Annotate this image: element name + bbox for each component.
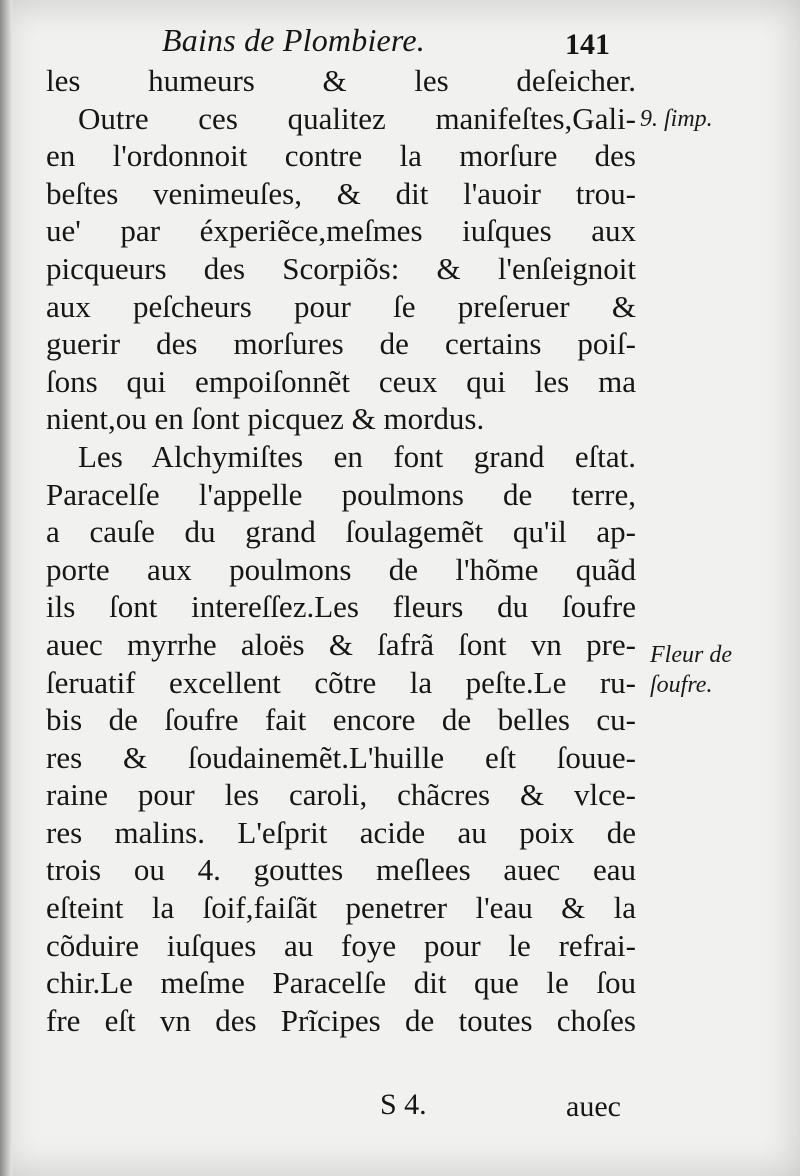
- text-line: en l'ordonnoit contre la morſure des: [46, 138, 636, 174]
- text-line: Les Alchymiſtes en font grand eſtat.: [78, 438, 636, 474]
- text-line: trois ou 4. gouttes meſlees auec eau: [46, 852, 636, 888]
- text-line: a cauſe du grand ſoulagemẽt qu'il ap-: [46, 514, 636, 550]
- text-line: eſteint la ſoif,faiſãt penetrer l'eau & la: [46, 890, 636, 926]
- catchword: auec: [566, 1090, 621, 1123]
- signature-mark: S 4.: [380, 1088, 427, 1121]
- text-line: aux peſcheurs pour ſe preſeruer &: [46, 288, 636, 324]
- page-gutter: [0, 0, 12, 1176]
- body-text: [46, 62, 636, 1039]
- text-line: chir.Le meſme Paracelſe dit que le ſou: [46, 965, 636, 1001]
- text-line: ils ſont intereſſez.Les fleurs du ſoufre: [46, 589, 636, 625]
- text-line: guerir des morſures de certains poiſ-: [46, 326, 636, 362]
- margin-note-simp: 9. ſimp.: [640, 106, 713, 132]
- page-number: 141: [565, 28, 610, 61]
- text-line: ue' par éxperiẽce,meſmes iuſques aux: [46, 213, 636, 249]
- text-line: res & ſoudainemẽt.L'huille eſt ſouue-: [46, 739, 636, 775]
- text-line: bis de ſoufre fait encore de belles cu-: [46, 702, 636, 738]
- running-head: Bains de Plombiere.: [162, 22, 426, 58]
- text-line: ſons qui empoiſonnẽt ceux qui les ma: [46, 363, 636, 399]
- text-line: porte aux poulmons de l'hõme quãd: [46, 551, 636, 587]
- text-line: fre eſt vn des Prĩcipes de toutes choſes: [46, 1002, 636, 1038]
- text-line: raine pour les caroli, chãcres & vlce-: [46, 777, 636, 813]
- text-line: Outre ces qualitez manifeſtes,Gali-: [78, 100, 636, 136]
- text-line: nient,ou en ſont picquez & mordus.: [46, 401, 485, 437]
- text-line: picqueurs des Scorpiõs: & l'enſeignoit: [46, 250, 636, 286]
- text-line: cõduire iuſques au foye pour le refrai-: [46, 927, 636, 963]
- text-line: auec myrrhe aloës & ſafrã ſont vn pre-: [46, 626, 636, 662]
- text-line: beſtes venimeuſes, & dit l'auoir trou-: [46, 175, 636, 211]
- text-line: res malins. L'eſprit acide au poix de: [46, 814, 636, 850]
- text-line: ſeruatif excellent cõtre la peſte.Le ru-: [46, 664, 636, 700]
- margin-note-fleur-de-soufre: Fleur de ſoufre.: [650, 642, 732, 698]
- text-line: les humeurs & les deſeicher.: [46, 63, 636, 98]
- text-line: Paracelſe l'appelle poulmons de terre,: [46, 476, 636, 512]
